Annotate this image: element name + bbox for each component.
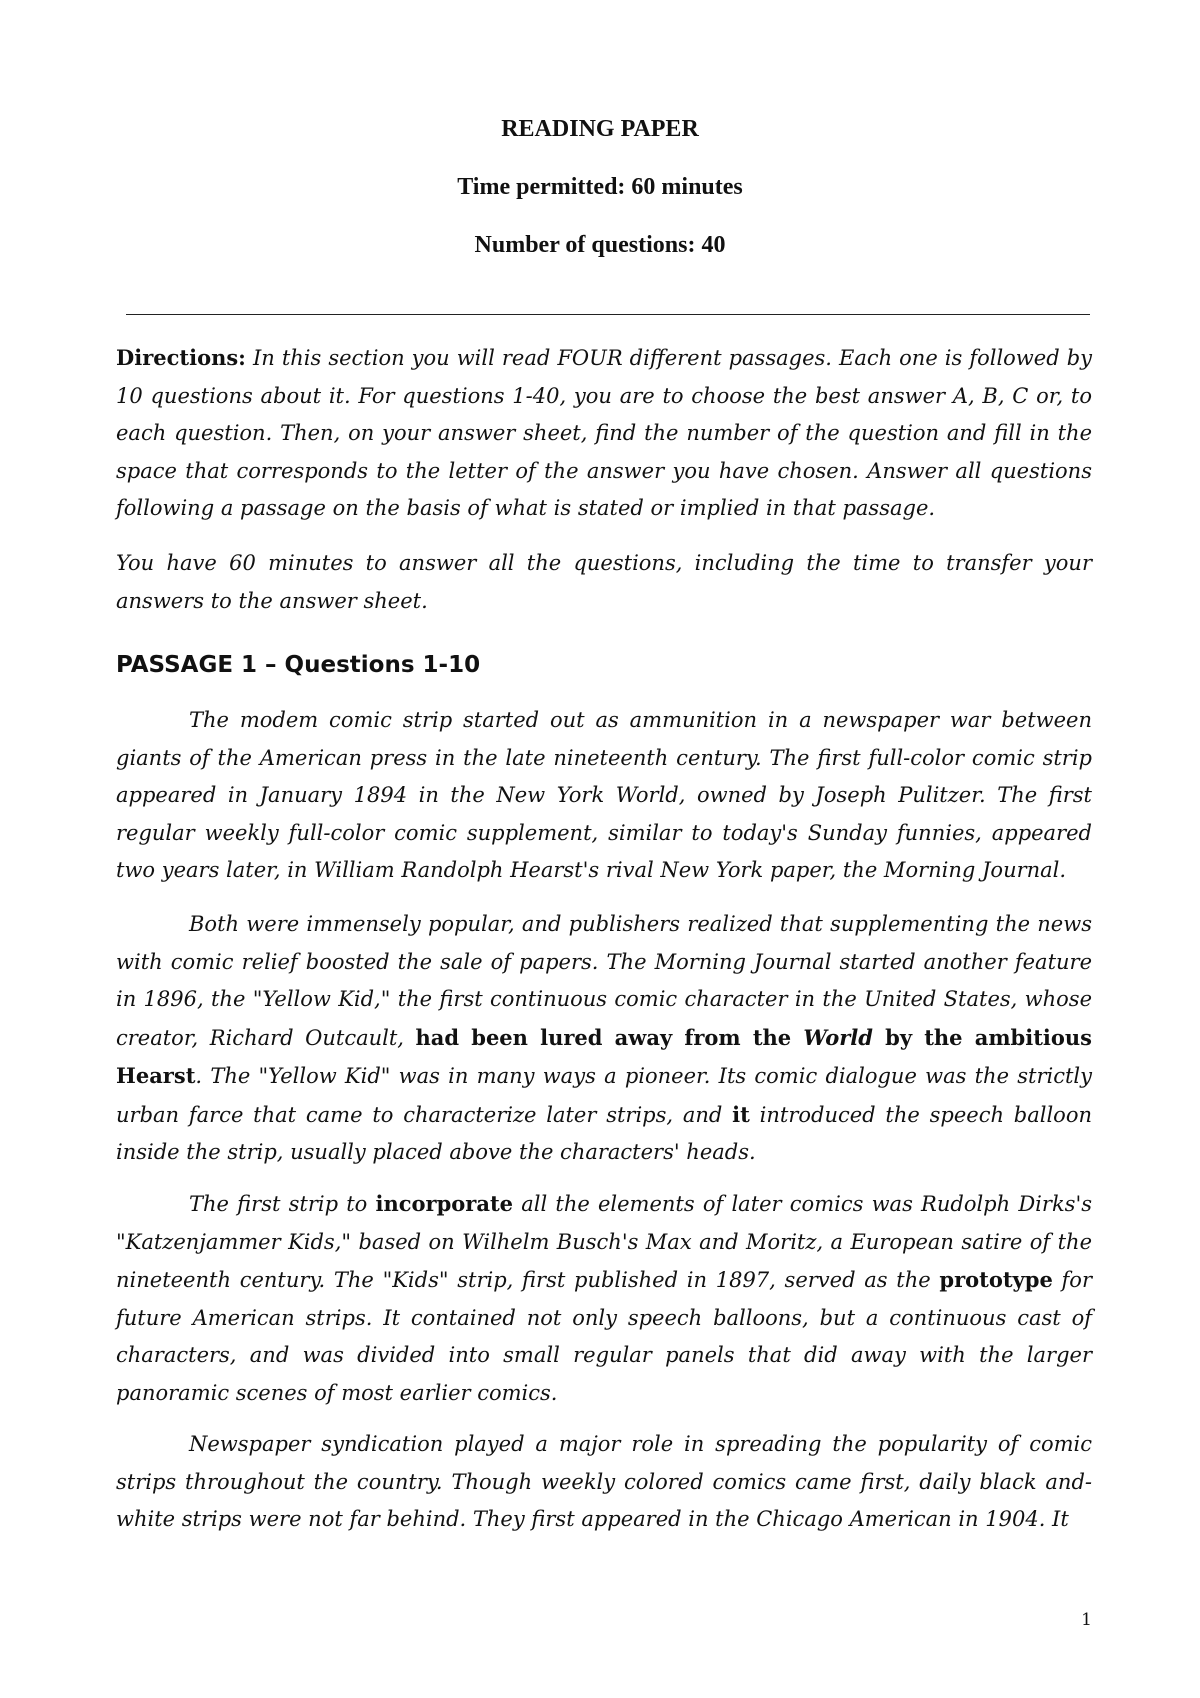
p3-highlight-prototype: prototype (939, 1267, 1053, 1292)
paper-title: READING PAPER (501, 116, 699, 142)
time-note-text: You have 60 minutes to answer all the questions, including the time to transfer your answers to the answer sheet. (116, 551, 1092, 613)
p2-highlight-hearst: by the ambitious Hearst (116, 1024, 1092, 1088)
directions-text: In this section you will read FOUR different passages. Each one is followed by 10 questions about it. For questions 1-40, you are to choose the best answer A, B, C or, to each question. Then, on your answer sheet, find the number of the question and fill in the space that corresponds to the letter of the answer you have chosen. Answer all questions following a passage on the basis of what is stated or implied in that passage. (116, 346, 1092, 520)
passage-paragraph-4 (116, 1426, 1092, 1539)
passage-paragraph-2 (116, 906, 1092, 1172)
page-number: 1 (1081, 1610, 1092, 1630)
passage-paragraph-3 (116, 1185, 1092, 1412)
number-of-questions: Number of questions: 40 (474, 232, 726, 258)
time-note (116, 545, 1092, 620)
p2-highlight-it: it (732, 1101, 750, 1127)
p2-highlight-world: World (803, 1024, 873, 1050)
horizontal-divider (126, 314, 1090, 315)
directions-block (116, 339, 1092, 528)
paragraph-4-text: Newspaper syndication played a major role in spreading the popularity of comic strips throughout the country. Though weekly colored comics came first, daily black and-white strips were not far behind. They first appeared in the Chicago American in 1904. It (116, 1432, 1092, 1531)
p3-segment: The first strip to (189, 1192, 376, 1216)
passage-title: PASSAGE 1 – Questions 1-10 (116, 652, 481, 678)
passage-paragraph-1 (116, 702, 1092, 890)
paragraph-1-text: The modem comic strip started out as ammunition in a newspaper war between giants of the American press in the late nineteenth century. The first full-color comic strip appeared in January 1894 in the New York World, owned by Joseph Pulitzer. The first regular weekly full-color comic supplement, similar to today's Sunday funnies, appeared two years later, in William Randolph Hearst's rival New York paper, the Morning Journal. (116, 708, 1092, 882)
p2-segment: Both were immensely popular, and publishers realized that supplementing the news with comic relief boosted the sale of papers. The Morning Journal started another feature in 1896, the "Yellow Kid," the first continuous comic character in the United States, whose creator, Richard Outcault, (116, 912, 1092, 1050)
p3-segment: all the elements of later comics was Rudolph Dirks's "Katzenjammer Kids," based on Wilhelm Busch's Max and Moritz, a European satire of the nineteenth century. The "Kids" strip, first published in 1897, served as the (116, 1192, 1092, 1292)
p3-segment: for future American strips. It contained not only speech balloons, but a continuous cast of characters, and was divided into small regular panels that did away with the larger panoramic scenes of most earlier comics. (116, 1268, 1092, 1405)
time-permitted: Time permitted: 60 minutes (457, 174, 743, 200)
p2-segment: . The "Yellow Kid" was in many ways a pioneer. Its comic dialogue was the strictly urban farce that came to characterize later strips, and (116, 1064, 1092, 1127)
directions-label: Directions: (116, 345, 246, 370)
p3-highlight-incorporate: incorporate (375, 1191, 514, 1216)
p2-highlight-lured: had been lured away from the (415, 1024, 804, 1050)
p2-segment: introduced the speech balloon inside the strip, usually placed above the characters' heads. (116, 1102, 1092, 1164)
